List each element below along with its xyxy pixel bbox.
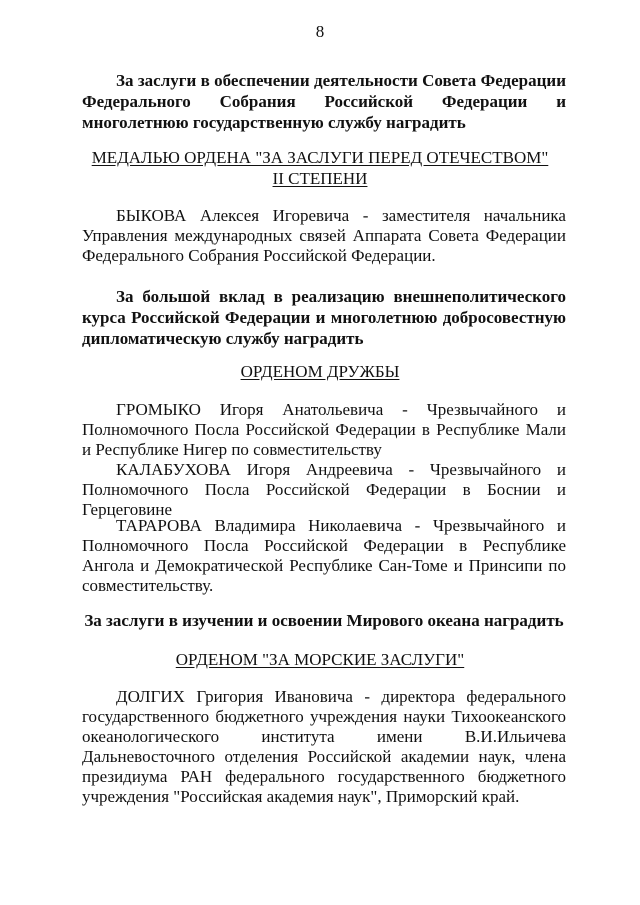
section-1-recipient-1 [82,206,566,266]
recipient-name: ДОЛГИХ Григория Ивановича [116,687,353,706]
recipient-dash: - [349,206,382,225]
section-3-award-title: ОРДЕНОМ "ЗА МОРСКИЕ ЗАСЛУГИ" [175,650,465,669]
recipient-name: БЫКОВА Алексея Игоревича [116,206,350,225]
recipient-name: ГРОМЫКО Игоря Анатольевича [116,400,384,419]
section-2-recipient-1 [82,400,566,460]
recipient-dash: - [402,516,433,535]
recipient-role: Чрезвычайного и Полномочного Посла Российской Федерации в Республике Ангола и Демократической Республике Сан-Томе и Принсипи по совместительству. [82,516,566,595]
recipient-role: Чрезвычайного и Полномочного Посла Российской Федерации в Боснии и Герцеговине [82,460,566,519]
section-2-recipient-2 [82,460,566,520]
recipient-role: заместителя начальника Управления международных связей Аппарата Совета Федерации Федерального Собрания Российской Федерации. [82,206,566,265]
section-2-award-title: ОРДЕНОМ ДРУЖБЫ [240,362,400,381]
recipient-role: директора федерального государственного бюджетного учреждения науки Тихоокеанского океанологического института имени В.И.Ильичева Дальневосточного отделения Российской академии наук, члена президиума РАН федерального государственного бюджетного учреждения "Российская академия наук", Приморский край. [82,687,566,806]
section-2-recipient-3 [82,516,566,596]
section-1-award-subtitle: II СТЕПЕНИ [272,169,368,188]
recipient-dash: - [392,460,430,479]
recipient-dash: - [352,687,382,706]
section-2-intro: За большой вклад в реализацию внешнеполитического курса Российской Федерации и многолетнюю добросовестную дипломатическую службу наградить [82,287,566,348]
recipient-role: Чрезвычайного и Полномочного Посла Российской Федерации в Республике Мали и Республике Нигер по совместительству [82,400,567,459]
section-1-intro: За заслуги в обеспечении деятельности Совета Федерации Федерального Собрания Российской Федерации и многолетнюю государственную службу наградить [82,71,566,132]
page-number: 8 [315,22,325,41]
recipient-name: КАЛАБУХОВА Игоря Андреевича [116,460,393,479]
section-3-intro: За заслуги в изучении и освоении Мирового океана наградить [84,611,564,630]
section-3-recipient-1 [82,687,566,807]
section-1-award-title: МЕДАЛЬЮ ОРДЕНА "ЗА ЗАСЛУГИ ПЕРЕД ОТЕЧЕСТВОМ" [91,148,549,167]
recipient-dash: - [383,400,427,419]
recipient-name: ТАРАРОВА Владимира Николаевича [116,516,402,535]
